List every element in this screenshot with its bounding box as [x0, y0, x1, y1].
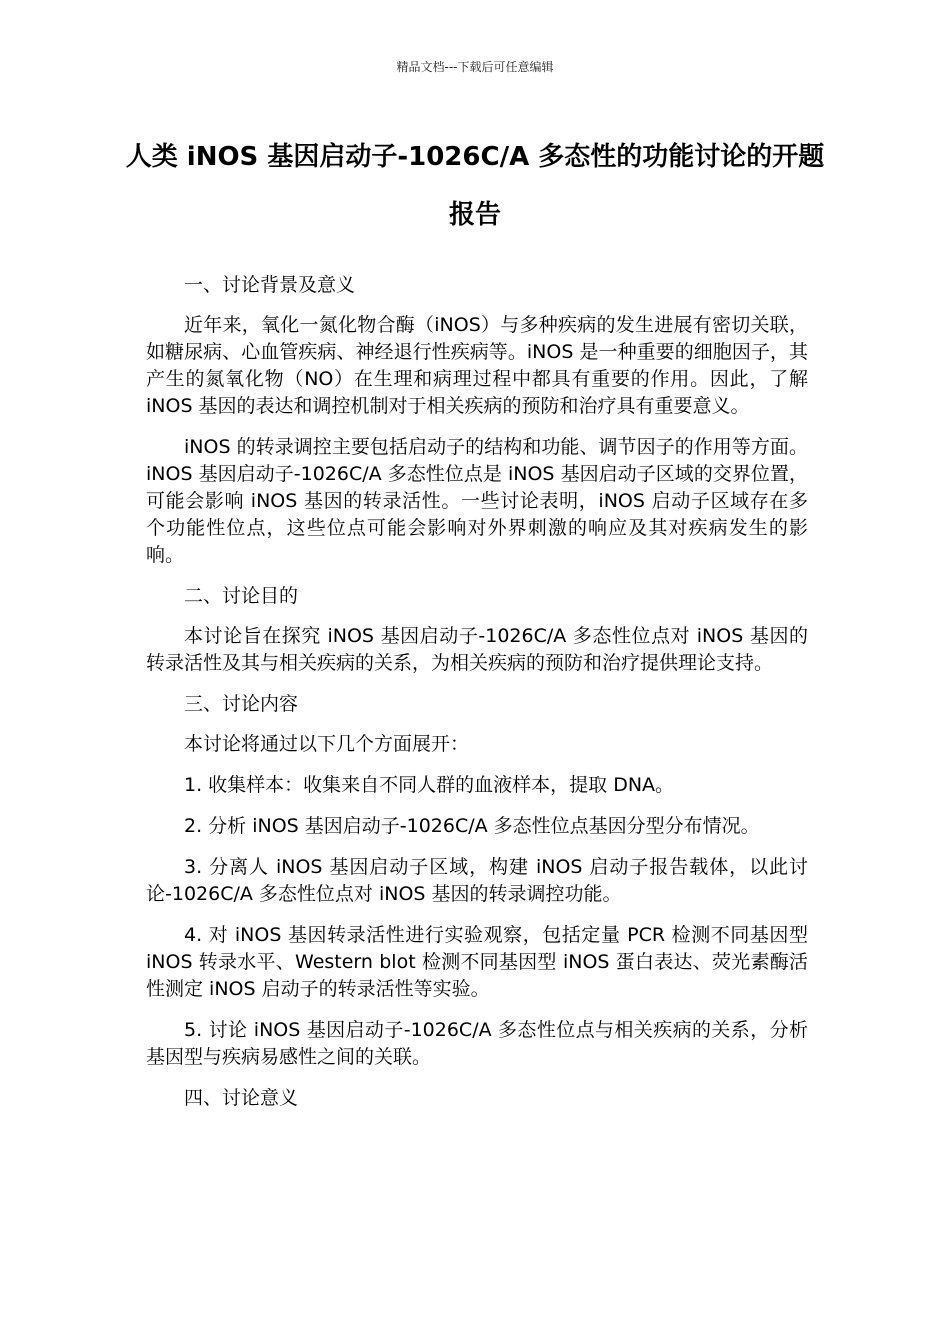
paragraph-purpose-1: 本讨论旨在探究 iNOS 基因启动子-1026C/A 多态性位点对 iNOS 基因的转录活性及其与相关疾病的关系，为相关疾病的预防和治疗提供理论支持。 — [146, 625, 808, 674]
section-heading-background: 一、讨论背景及意义 — [184, 274, 356, 296]
list-item-1: 1. 收集样本：收集来自不同人群的血液样本，提取 DNA。 — [184, 774, 675, 796]
page-header: 精品文档---下载后可任意编辑 — [396, 60, 554, 74]
list-item-2: 2. 分析 iNOS 基因启动子-1026C/A 多态性位点基因分型分布情况。 — [184, 815, 760, 837]
paragraph-content-intro: 本讨论将通过以下几个方面展开： — [184, 733, 470, 755]
paragraph-background-1: 近年来，氧化一氮化物合酶（iNOS）与多种疾病的发生进展有密切关联，如糖尿病、心血管疾病、神经退行性疾病等。iNOS 是一种重要的细胞因子，其产生的氮氧化物（NO）在生理和病理过程中都具有重要的作用。因此，了解 iNOS 基因的表达和调控机制对于相关疾病的预防和治疗具有重要意义。 — [146, 314, 808, 417]
list-item-5: 5. 讨论 iNOS 基因启动子-1026C/A 多态性位点与相关疾病的关系，分析基因型与疾病易感性之间的关联。 — [146, 1019, 808, 1068]
paragraph-background-2: iNOS 的转录调控主要包括启动子的结构和功能、调节因子的作用等方面。iNOS 基因启动子-1026C/A 多态性位点是 iNOS 基因启动子区域的交界位置，可能会影响 iNOS 基因的转录活性。一些讨论表明，iNOS 启动子区域存在多个功能性位点，这些位点可能会影响对外界刺激的响应及其对疾病发生的影响。 — [146, 436, 808, 566]
document-title: 人类 iNOS 基因启动子-1026C/A 多态性的功能讨论的开题报告 — [125, 142, 825, 230]
list-item-4: 4. 对 iNOS 基因转录活性进行实验观察，包括定量 PCR 检测不同基因型 iNOS 转录水平、Western blot 检测不同基因型 iNOS 蛋白表达、荧光素酶活性测定 iNOS 启动子的转录活性等实验。 — [146, 924, 808, 1000]
section-heading-content: 三、讨论内容 — [184, 693, 299, 715]
document-body — [146, 272, 808, 1125]
section-heading-purpose: 二、讨论目的 — [184, 585, 299, 607]
section-heading-significance: 四、讨论意义 — [184, 1087, 299, 1109]
list-item-3: 3. 分离人 iNOS 基因启动子区域，构建 iNOS 启动子报告载体，以此讨论-1026C/A 多态性位点对 iNOS 基因的转录调控功能。 — [146, 856, 808, 905]
